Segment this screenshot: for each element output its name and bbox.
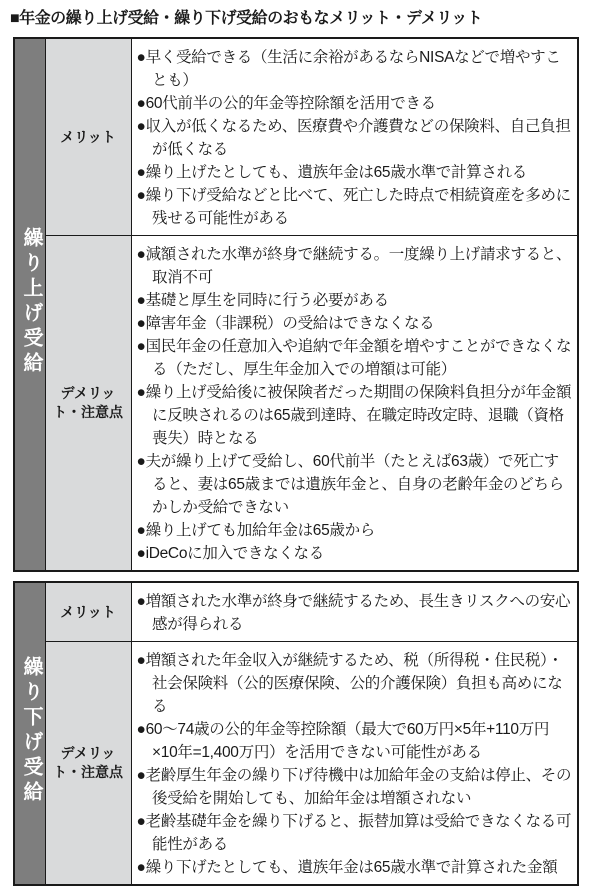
bullet-item-text: 60代前半の公的年金等控除額を活用できる: [145, 95, 436, 112]
group-label-kurisage: 繰り下げ受給: [20, 656, 42, 806]
bullet-item-text: 基礎と厚生を同時に行う必要がある: [145, 292, 389, 309]
bullet-item-text: 繰り下げたとしても、遺族年金は65歳水準で計算された金額: [145, 859, 558, 876]
bullet-item: [137, 381, 574, 450]
bullet-item-text: 繰り上げ受給後に被保険者だった期間の保険料負担分が年金額に反映されるのは65歳到達時、在職定時改定時、退職（資格喪失）時となる: [145, 384, 572, 447]
bullet-item: [137, 718, 574, 764]
bullet-icon: ●: [136, 338, 146, 355]
bullet-item: [137, 764, 574, 810]
bullet-icon: ●: [136, 767, 146, 784]
group-label-cell-kuriage: [14, 38, 45, 571]
bullet-item: [137, 542, 574, 565]
group-label-kuriage: 繰り上げ受給: [20, 227, 42, 377]
bullet-item-text: 減額された水準が終身で継続する。一度繰り上げ請求すると、取消不可: [145, 246, 572, 286]
merit-content-kurisage: [131, 582, 578, 642]
bullet-item: [137, 335, 574, 381]
bullet-list: [137, 590, 574, 636]
merit-content-kuriage: [131, 38, 578, 236]
bullet-item-text: 増額された年金収入が継続するため、税（所得税・住民税）・社会保険料（公的医療保険、公的介護保険）負担も高めになる: [145, 652, 563, 715]
table-row: [14, 642, 578, 886]
bullet-icon: ●: [136, 164, 146, 181]
bullet-item: [137, 519, 574, 542]
bullet-item-text: iDeCoに加入できなくなる: [145, 545, 324, 562]
bullet-item: [137, 243, 574, 289]
row-label-merit: メリット: [45, 38, 131, 236]
bullet-item: [137, 312, 574, 335]
bullet-icon: ●: [136, 813, 146, 830]
bullet-item: [137, 161, 574, 184]
bullet-item: [137, 856, 574, 879]
bullet-item-text: 国民年金の任意加入や追納で年金額を増やすことができなくなる（ただし、厚生年金加入での増額は可能）: [145, 338, 572, 378]
bullet-item: [137, 92, 574, 115]
bullet-icon: ●: [136, 315, 146, 332]
bullet-list: [137, 243, 574, 565]
bullet-icon: ●: [136, 292, 146, 309]
bullet-item: [137, 289, 574, 312]
bullet-icon: ●: [136, 721, 146, 738]
bullet-item: [137, 649, 574, 718]
bullet-item: [137, 46, 574, 92]
bullet-icon: ●: [136, 384, 146, 401]
bullet-icon: ●: [136, 95, 146, 112]
bullet-list: [137, 46, 574, 230]
row-label-demerit: デメリット・注意点: [45, 236, 131, 572]
bullet-icon: ●: [136, 593, 146, 610]
table-row: [14, 236, 578, 572]
row-label-demerit: デメリット・注意点: [45, 642, 131, 886]
table-kuriage-jukyu: [13, 37, 579, 572]
demerit-content-kurisage: [131, 642, 578, 886]
bullet-item-text: 障害年金（非課税）の受給はできなくなる: [145, 315, 435, 332]
bullet-item: [137, 810, 574, 856]
bullet-item-text: 繰り下げ受給などと比べて、死亡した時点で相続資産を多めに残せる可能性がある: [145, 187, 571, 227]
bullet-icon: ●: [136, 246, 146, 263]
bullet-item-text: 老齢基礎年金を繰り下げると、振替加算は受給できなくなる可能性がある: [145, 813, 572, 853]
bullet-icon: ●: [136, 187, 146, 204]
bullet-list: [137, 649, 574, 879]
table-row: [14, 582, 578, 642]
bullet-item: [137, 184, 574, 230]
bullet-icon: ●: [136, 49, 146, 66]
bullet-item-text: 老齢厚生年金の繰り下げ待機中は加給年金の支給は停止、その後受給を開始しても、加給年金は増額されない: [145, 767, 572, 807]
bullet-icon: ●: [136, 545, 146, 562]
bullet-item-text: 繰り上げても加給年金は65歳から: [145, 522, 376, 539]
bullet-item-text: 増額された水準が終身で継続するため、長生きリスクへの安心感が得られる: [145, 593, 571, 633]
page-title: ■年金の繰り上げ受給・繰り下げ受給のおもなメリット・デメリット: [10, 10, 483, 27]
bullet-icon: ●: [136, 859, 146, 876]
row-label-merit: メリット: [45, 582, 131, 642]
bullet-item-text: 繰り上げたとしても、遺族年金は65歳水準で計算される: [145, 164, 528, 181]
demerit-content-kuriage: [131, 236, 578, 572]
bullet-item: [137, 115, 574, 161]
group-label-cell-kurisage: [14, 582, 45, 885]
bullet-icon: ●: [136, 453, 146, 470]
bullet-icon: ●: [136, 522, 146, 539]
bullet-item-text: 早く受給できる（生活に余裕があるならNISAなどで増やすことも）: [145, 49, 561, 89]
bullet-item-text: 夫が繰り上げて受給し、60代前半（たとえば63歳）で死亡すると、妻は65歳までは遺族年金と、自身の老齢年金のどちらかしか受給できない: [145, 453, 564, 516]
table-kurisage-jukyu: [13, 581, 579, 886]
bullet-item-text: 収入が低くなるため、医療費や介護費などの保険料、自己負担が低くなる: [145, 118, 571, 158]
table-row: [14, 38, 578, 236]
bullet-item: [137, 590, 574, 636]
bullet-item: [137, 450, 574, 519]
bullet-item-text: 60～74歳の公的年金等控除額（最大で60万円×5年+110万円×10年=1,400万円）を活用できない可能性がある: [145, 721, 550, 761]
bullet-icon: ●: [136, 118, 146, 135]
bullet-icon: ●: [136, 652, 146, 669]
